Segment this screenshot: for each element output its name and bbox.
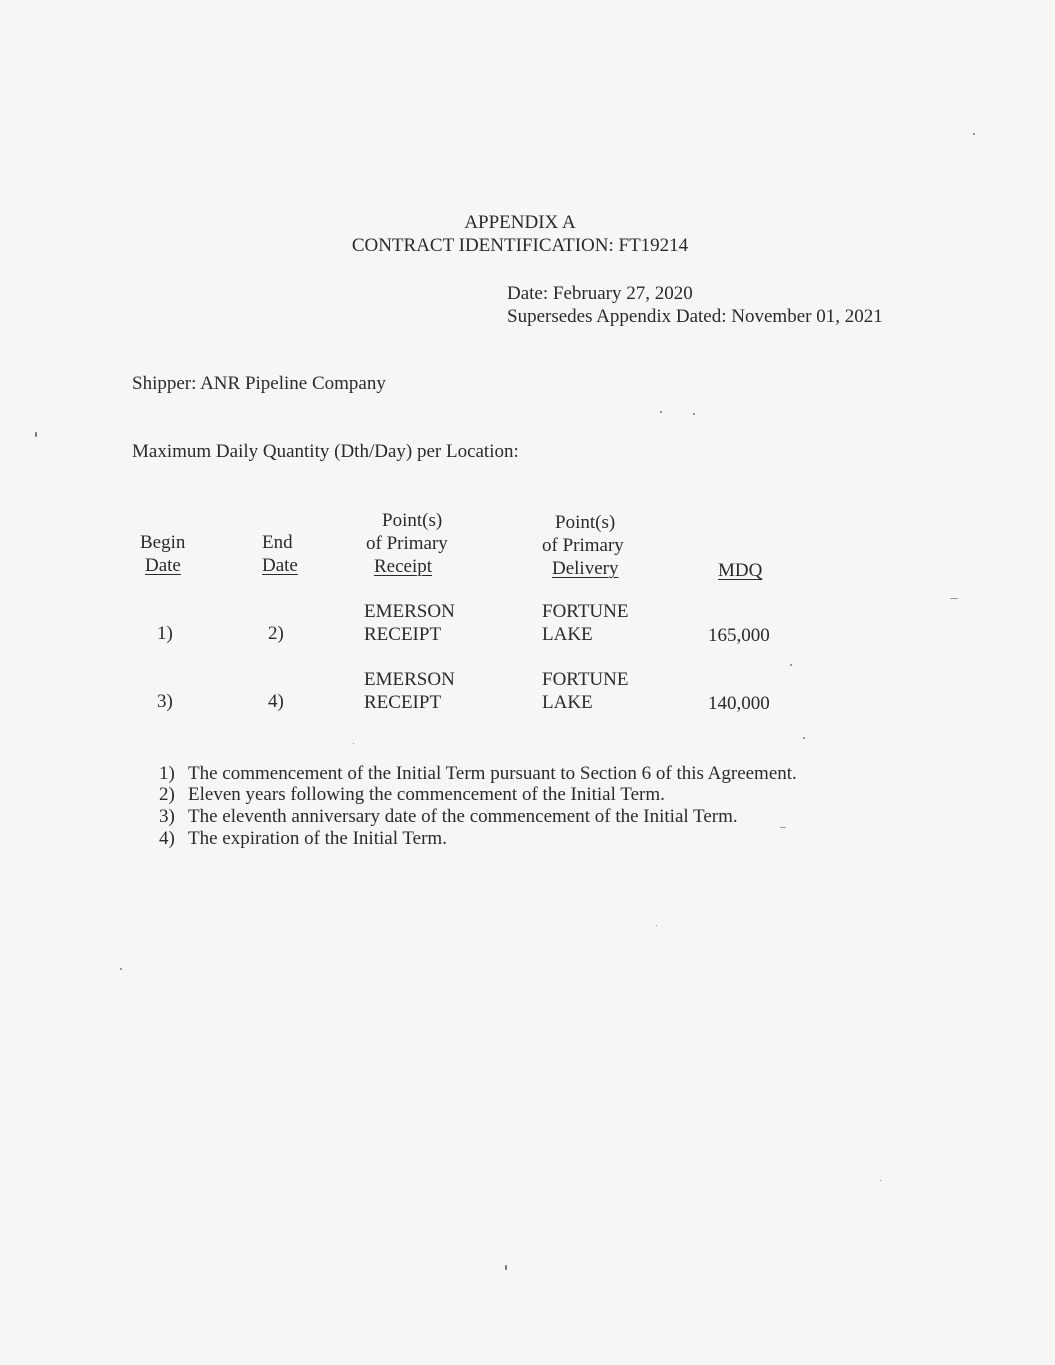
header-receipt-line1: Point(s)	[382, 510, 443, 531]
mdq-caption: Maximum Daily Quantity (Dth/Day) per Location:	[132, 441, 519, 462]
footnote-marker: 2)	[159, 784, 175, 805]
footnote-marker: 4)	[159, 828, 175, 849]
document-date: Date: February 27, 2020	[507, 283, 693, 304]
row-receipt-line2: RECEIPT	[364, 624, 442, 645]
row-delivery-line1: FORTUNE	[542, 669, 629, 690]
scan-speck	[505, 1265, 507, 1270]
footnote-text: The expiration of the Initial Term.	[188, 828, 447, 849]
footnote-marker: 3)	[159, 806, 175, 827]
scan-speck	[35, 432, 37, 437]
footnote-text: Eleven years following the commencement of the Initial Term.	[188, 784, 665, 805]
row-delivery-line2: LAKE	[542, 624, 593, 645]
footnote-marker: 1)	[159, 763, 175, 784]
scan-speck	[950, 598, 958, 599]
row-mdq: 165,000	[708, 625, 770, 646]
header-delivery-line2: of Primary	[542, 535, 624, 556]
header-delivery-line3: Delivery	[552, 558, 619, 579]
row-begin: 3)	[157, 691, 173, 712]
scan-speck	[780, 827, 786, 828]
header-mdq: MDQ	[718, 560, 763, 581]
shipper-line: Shipper: ANR Pipeline Company	[132, 373, 386, 394]
footnote-text: The eleventh anniversary date of the commencement of the Initial Term.	[188, 806, 738, 827]
footnote-text: The commencement of the Initial Term pursuant to Section 6 of this Agreement.	[188, 763, 797, 784]
header-begin-line2: Date	[145, 555, 181, 576]
header-receipt-line3: Receipt	[374, 556, 433, 577]
scan-speck	[693, 413, 695, 415]
row-end: 4)	[268, 691, 284, 712]
row-delivery-line2: LAKE	[542, 692, 593, 713]
header-end-line2: Date	[262, 555, 298, 576]
supersedes-date: Supersedes Appendix Dated: November 01, 2021	[507, 306, 883, 327]
appendix-title: APPENDIX A	[464, 212, 576, 233]
row-receipt-line1: EMERSON	[364, 601, 455, 622]
row-mdq: 140,000	[708, 693, 770, 714]
scan-speck	[973, 133, 975, 135]
scan-speck	[353, 743, 354, 744]
header-end-line1: End	[262, 532, 293, 553]
header-delivery-line1: Point(s)	[555, 512, 616, 533]
row-end: 2)	[268, 623, 284, 644]
scan-speck	[120, 968, 122, 970]
scan-speck	[790, 664, 792, 666]
scan-speck	[660, 411, 662, 413]
row-begin: 1)	[157, 623, 173, 644]
scan-speck	[880, 1180, 881, 1181]
scan-speck	[803, 737, 805, 739]
row-receipt-line2: RECEIPT	[364, 692, 442, 713]
scan-speck	[656, 925, 657, 926]
row-delivery-line1: FORTUNE	[542, 601, 629, 622]
row-receipt-line1: EMERSON	[364, 669, 455, 690]
header-receipt-line2: of Primary	[366, 533, 448, 554]
header-begin-line1: Begin	[140, 532, 186, 553]
contract-identification: CONTRACT IDENTIFICATION: FT19214	[351, 235, 689, 256]
